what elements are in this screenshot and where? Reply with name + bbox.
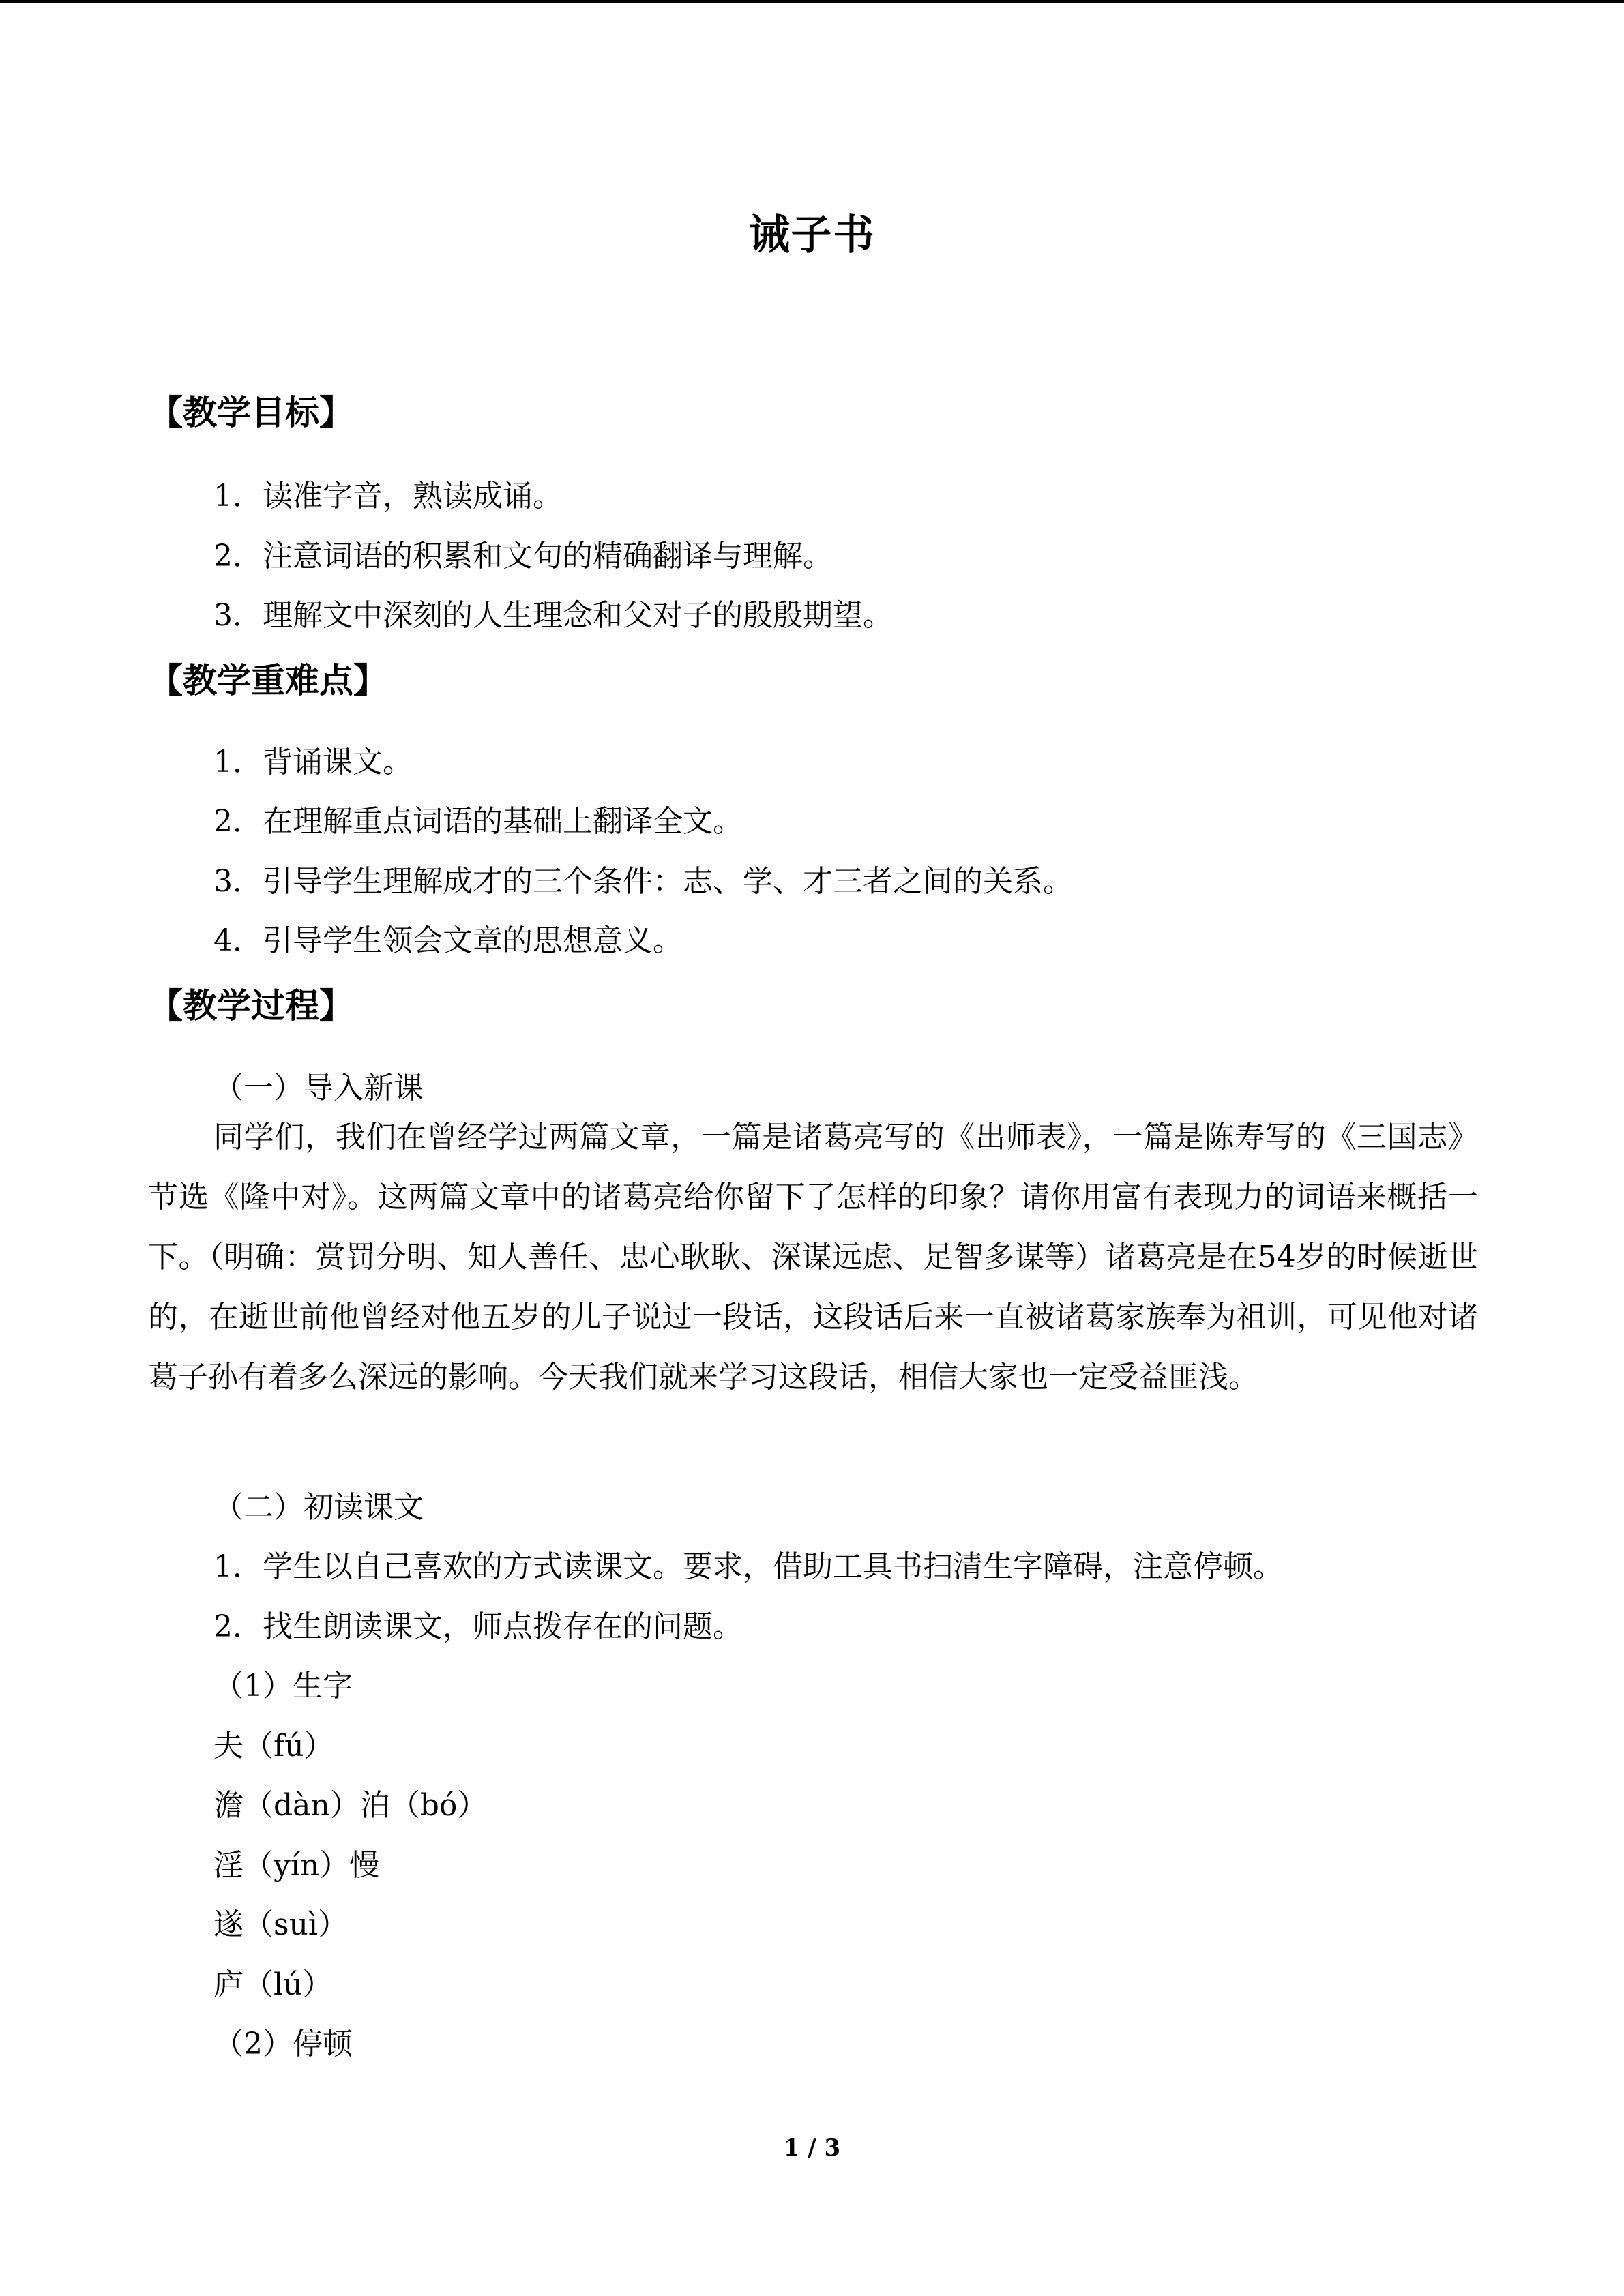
- key-point-item: 4．引导学生领会文章的思想意义。: [213, 923, 683, 958]
- page-number: 1 / 3: [783, 2134, 841, 2162]
- objective-item: 3．理解文中深刻的人生理念和父对子的殷殷期望。: [213, 598, 893, 633]
- section-heading-key-points: 【教学重难点】: [149, 661, 387, 700]
- intro-paragraph: 同学们，我们在曾经学过两篇文章，一篇是诸葛亮写的《出师表》，一篇是陈寿写的《三国志》节选《隆中对》。这两篇文章中的诸葛亮给你留下了怎样的印象？请你用富有表现力的词语来概括一下。（明确：赏罚分明、知人善任、忠心耿耿、深谋远虑、足智多谋等）诸葛亮是在54岁的时候逝世的，在逝世前他曾经对他五岁的儿子说过一段话，这段话后来一直被诸葛家族奉为祖训，可见他对诸葛子孙有着多么深远的影响。今天我们就来学习这段话，相信大家也一定受益匪浅。: [148, 1120, 1478, 1395]
- vocab-item: 淫（yín）慢: [213, 1848, 380, 1883]
- page-title: 诫子书: [748, 211, 876, 259]
- subtitle-new-characters: （1）生字: [213, 1669, 353, 1703]
- step-item: 2．找生朗读课文，师点拨存在的问题。: [213, 1609, 743, 1644]
- vocab-item: 庐（lú）: [213, 1967, 333, 2002]
- part-title-first-reading: （二）初读课文: [213, 1490, 424, 1525]
- key-point-item: 3．引导学生理解成才的三个条件：志、学、才三者之间的关系。: [213, 864, 1073, 899]
- key-point-item: 2．在理解重点词语的基础上翻译全文。: [213, 804, 743, 839]
- part-title-intro: （一）导入新课: [213, 1071, 424, 1105]
- objective-item: 2．注意词语的积累和文句的精确翻译与理解。: [213, 539, 833, 573]
- subtitle-pauses: （2）停顿: [213, 2027, 353, 2061]
- step-item: 1．学生以自己喜欢的方式读课文。要求，借助工具书扫清生字障碍，注意停顿。: [213, 1549, 1283, 1584]
- section-heading-objectives: 【教学目标】: [149, 393, 353, 432]
- vocab-item: 澹（dàn）泊（bó）: [213, 1788, 488, 1823]
- vocab-item: 夫（fú）: [213, 1729, 334, 1763]
- objective-item: 1．读准字音，熟读成诵。: [213, 479, 563, 513]
- section-heading-process: 【教学过程】: [149, 986, 353, 1026]
- vocab-item: 遂（suì）: [213, 1907, 348, 1942]
- key-point-item: 1．背诵课文。: [213, 745, 413, 779]
